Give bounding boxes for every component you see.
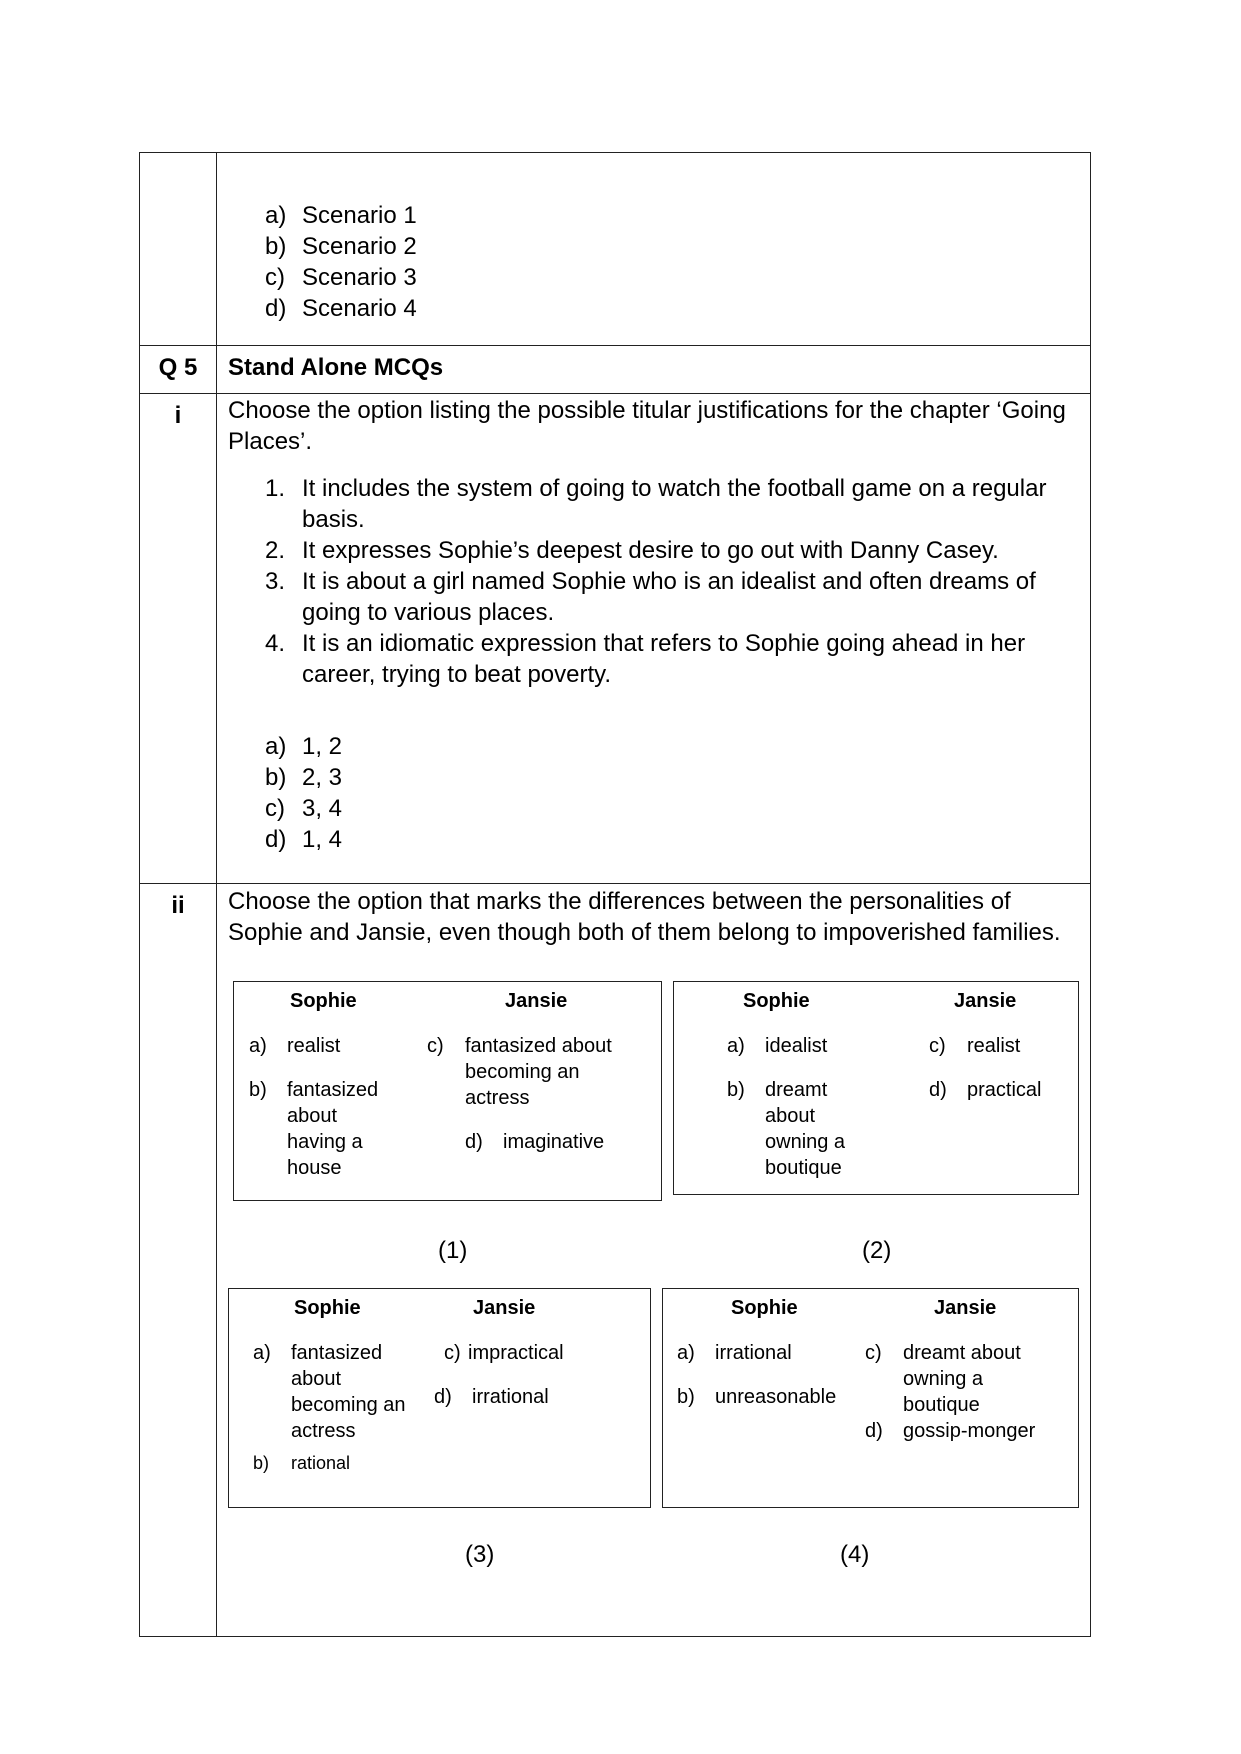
list-item: 4. It is an idiomatic expression that refers to Sophie going ahead in her career, trying to beat poverty. [265,630,1026,688]
jansie-header: Jansie [473,1297,536,1319]
question-stem: Choose the option listing the possible titular justifications for the chapter ‘Going Places’. [228,397,1066,455]
sophie-header: Sophie [743,990,810,1012]
trait-text: unreasonable [715,1386,837,1408]
option-caption: (1) [438,1237,468,1264]
trait-text: fantasized about having a house [287,1079,379,1179]
list-item: 2. It expresses Sophie’s deepest desire to go out with Danny Casey. [265,537,999,564]
row-divider [140,883,1090,884]
question-number: Q 5 [158,354,198,381]
option-item: d) 1, 4 [265,826,343,853]
sophie-header: Sophie [290,990,357,1012]
question-number: i [174,402,182,429]
trait-text: rational [291,1453,351,1473]
trait-text: fantasized about becoming an actress [465,1035,612,1109]
option-box-1: Sophie Jansie a) realist b) fantasized about having a house c) fantasized about becoming an actress d) imaginative [233,981,662,1201]
option-box-2: Sophie Jansie a) idealist b) dreamt about owning a boutique c) realist d) practical [673,981,1079,1195]
list-item: 3. It is about a girl named Sophie who is an idealist and often dreams of going to various places. [265,568,1036,626]
trait-text: dreamt about owning a boutique [765,1079,846,1179]
question-stem: Choose the option that marks the differences between the personalities of Sophie and Jansie, even though both of them belong to impoverished families. [228,888,1061,946]
question-number: ii [171,892,185,919]
option-item: b) Scenario 2 [265,233,417,260]
trait-text: realist [967,1035,1021,1057]
option-box-4: Sophie Jansie a) irrational b) unreasonable c) dreamt about owning a boutique d) gossip-monger [662,1288,1079,1508]
list-item: 1. It includes the system of going to watch the football game on a regular basis. [265,475,1047,533]
trait-text: idealist [765,1035,828,1057]
trait-text: dreamt about owning a boutique [903,1342,1021,1416]
option-item: a) Scenario 1 [265,202,417,229]
option-item: d) Scenario 4 [265,295,417,322]
jansie-header: Jansie [505,990,568,1012]
trait-text: practical [967,1079,1042,1101]
statement-list [265,473,1075,690]
row-divider [140,393,1090,394]
trait-text: imaginative [503,1131,605,1153]
sophie-header: Sophie [731,1297,798,1319]
option-item: c) 3, 4 [265,795,343,822]
trait-text: gossip-monger [903,1420,1036,1442]
option-item: c) Scenario 3 [265,264,417,291]
sophie-header: Sophie [294,1297,361,1319]
trait-text: realist [287,1035,341,1057]
top-options [265,200,417,324]
trait-text: impractical [468,1342,564,1364]
jansie-header: Jansie [954,990,1017,1012]
trait-text: irrational [472,1386,549,1408]
jansie-header: Jansie [934,1297,997,1319]
column-divider [216,153,217,1636]
option-item: b) 2, 3 [265,764,343,791]
option-box-3: Sophie Jansie a) fantasized about becoming an actress b) rational c) impractical d) irrational [228,1288,651,1508]
option-item: a) 1, 2 [265,733,343,760]
question-table [139,152,1091,1637]
trait-text: fantasized about becoming an actress [291,1342,406,1442]
answer-options [265,731,342,855]
option-caption: (2) [862,1237,892,1264]
option-caption: (4) [840,1541,870,1568]
section-title: Stand Alone MCQs [228,354,444,381]
option-caption: (3) [465,1541,495,1568]
trait-text: irrational [715,1342,792,1364]
